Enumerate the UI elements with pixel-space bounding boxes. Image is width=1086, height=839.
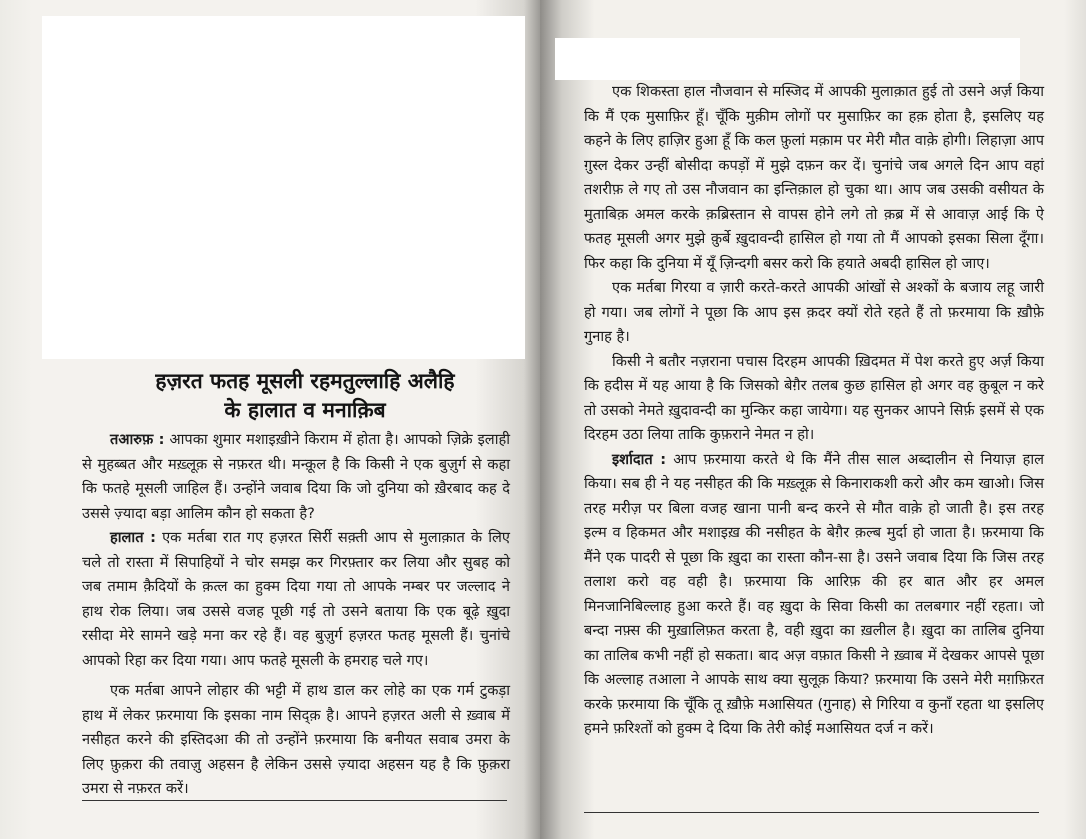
- footer-rule: [82, 800, 507, 801]
- paragraph-introduction: [82, 428, 510, 526]
- right-page-body: [584, 80, 1044, 742]
- paragraph-weeping: एक मर्तबा गिरया व ज़ारी करते-करते आपकी आंखों से अश्कों के बजाय लहू जारी हो गया। जब लोगों ने पूछा कि आप इस क़दर क्यों रोते रहते हैं तो फ़रमाया कि ख़ौफ़े गुनाह है।: [584, 279, 1044, 345]
- footer-rule: [584, 812, 1039, 813]
- chapter-title-line-2: के हालात व मनाक़िब: [224, 398, 386, 422]
- paragraph-dirham-gift: किसी ने बतौर नज़राना पचास दिरहम आपकी ख़िदमत में पेश करते हुए अर्ज़ किया कि हदीस में यह आया है कि जिसको बेग़ैर तलब कुछ हासिल हो अगर वह क़ुबूल न करे तो उसको नेमते ख़ुदावन्दी का मुन्किर कहा जायेगा। यह सुनकर आपने सिर्फ़ इसमें से एक दिरहम उठा लिया ताकि कुफ़राने नेमत न हो।: [584, 352, 1044, 443]
- introduction-text: आपका शुमार मशाइख़ीने किराम में होता है। आपको ज़िक्रे इलाही से मुहब्बत और मख़्लूक़ से नफ़रत थी। मन्क़ूल है कि किसी ने एक बुज़ुर्ग से कहा कि फतहे मूसली जाहिल हैं। उन्होंने जवाब दिया कि जो दुनिया को ख़ैरबाद कह दे उससे ज़्यादा बड़ा आलिम कौन हो सकता है?: [82, 431, 511, 522]
- chapter-title: [95, 367, 515, 425]
- chapter-title-line-1: हज़रत फतह मूसली रहमतुल्लाहि अलैहि: [155, 369, 455, 393]
- section-term-sayings: इर्शादात :: [612, 450, 667, 468]
- circumstances-text: एक मर्तबा रात गए हज़रत सिर्री सक़्ती आप से मुलाक़ात के लिए चले तो रास्ता में सिपाहियों ने चोर समझ कर गिरफ़्तार कर लिया और सुबह को जब तमाम क़ैदियों के क़त्ल का हुक्म दिया गया तो आपके नम्बर पर जल्लाद ने हाथ रोक लिया। जब उससे वजह पूछी गई तो उसने बताया कि एक बूढ़े ख़ुदा रसीदा मेरे सामने खड़े मना कर रहे हैं। वह बुज़ुर्ग हज़रत फतह मूसली हैं। चुनांचे आपको रिहा कर दिया गया। आप फतहे मूसली के हमराह चले गए।: [82, 529, 510, 669]
- section-term-introduction: तआरुफ़ :: [110, 431, 165, 448]
- left-page: [0, 0, 540, 839]
- sayings-text: आप फ़रमाया करते थे कि मैंने तीस साल अब्दालीन से नियाज़ हाल किया। सब ही ने यह नसीहत की कि मख़्लूक़ से किनाराकशी करो और कम खाओ। जिस तरह मरीज़ पर बिला वजह खाना पानी बन्द करने से मौत वाक़े हो जाती है। इस तरह इल्म व हिकमत और मशाइख़ की नसीहत के बेग़ैर क़ल्ब मुर्दा हो जाता है। फ़रमाया कि मैंने एक पादरी से पूछा कि ख़ुदा का रास्ता कौन-सा है। उसने जवाब दिया कि जिस तरह तलाश करो वह वही है। फ़रमाया कि आरिफ़ की हर बात और हर अमल मिनजानिबिल्लाह हुआ करते हैं। वह ख़ुदा के सिवा किसी का तलबगार नहीं रहता। जो बन्दा नफ़्स की मुख़ालिफ़त करता है, वही ख़ुदा का ख़लील है। ख़ुदा का तालिब दुनिया का तालिब कभी नहीं हो सकता। बाद अज़ वफ़ात किसी ने ख़्वाब में देखकर आपसे पूछा कि अल्लाह तआला ने आपके साथ क्या सुलूक़ किया? फ़रमाया कि उसने मेरी मग़फ़िरत करके फ़रमाया कि चूँकि तू ख़ौफ़े मआसियत (गुनाह) से गिरिया व कुनाँ रहता था इसलिए हमने फ़रिश्तों को हुक्म दे दिया कि तेरी कोई मआसियत दर्ज न करें।: [584, 450, 1045, 737]
- paragraph-sayings: [584, 448, 1044, 742]
- right-page: [540, 0, 1086, 839]
- left-page-body: [82, 428, 510, 802]
- redacted-block: [42, 16, 525, 359]
- paragraph-young-traveller: एक शिकस्ता हाल नौजवान से मस्जिद में आपकी मुलाक़ात हुई तो उसने अर्ज़ किया कि मैं एक मुसाफ़िर हूँ। चूँकि मुक़ीम लोगों पर मुसाफ़िर का हक़ होता है, इसलिए यह कहने के लिए हाज़िर हुआ हूँ कि कल फ़ुलां मक़ाम पर मेरी मौत वाक़े होगी। लिहाज़ा आप ग़ुस्ल देकर उन्हीं बोसीदा कपड़ों में मुझे दफ़न कर दें। चुनांचे जब अगले दिन आप वहां तशरीफ़ ले गए तो उस नौजवान का इन्तिक़ाल हो चुका था। आप जब उसकी वसीयत के मुताबिक़ अमल करके क़ब्रिस्तान से वापस होने लगे तो क़ब्र में से आवाज़ आई कि ऐ फतह मूसली अगर मुझे क़ुर्बे ख़ुदावन्दी हासिल हो गया तो मैं आपको इसका सिला दूँगा। फिर कहा कि दुनिया में यूँ ज़िन्दगी बसर करो कि हयाते अबदी हासिल हो जाए।: [584, 83, 1044, 272]
- section-term-circumstances: हालात :: [110, 529, 156, 546]
- redacted-block: [555, 38, 1020, 80]
- paragraph-sidq: एक मर्तबा आपने लोहार की भट्टी में हाथ डाल कर लोहे का एक गर्म टुकड़ा हाथ में लेकर फ़रमाया कि इसका नाम सिद्क़ है। आपने हज़रत अली से ख़्वाब में नसीहत करने की इस्तिदआ की तो उन्होंने फ़रमाया कि बनीयत सवाब उमरा के लिए फ़ुक़रा की तवाज़ु अहसन है लेकिन उससे ज़्यादा अहसन यह है कि फ़ुक़रा उमरा से नफ़रत करें।: [82, 682, 510, 797]
- paragraph-circumstances: [82, 526, 510, 673]
